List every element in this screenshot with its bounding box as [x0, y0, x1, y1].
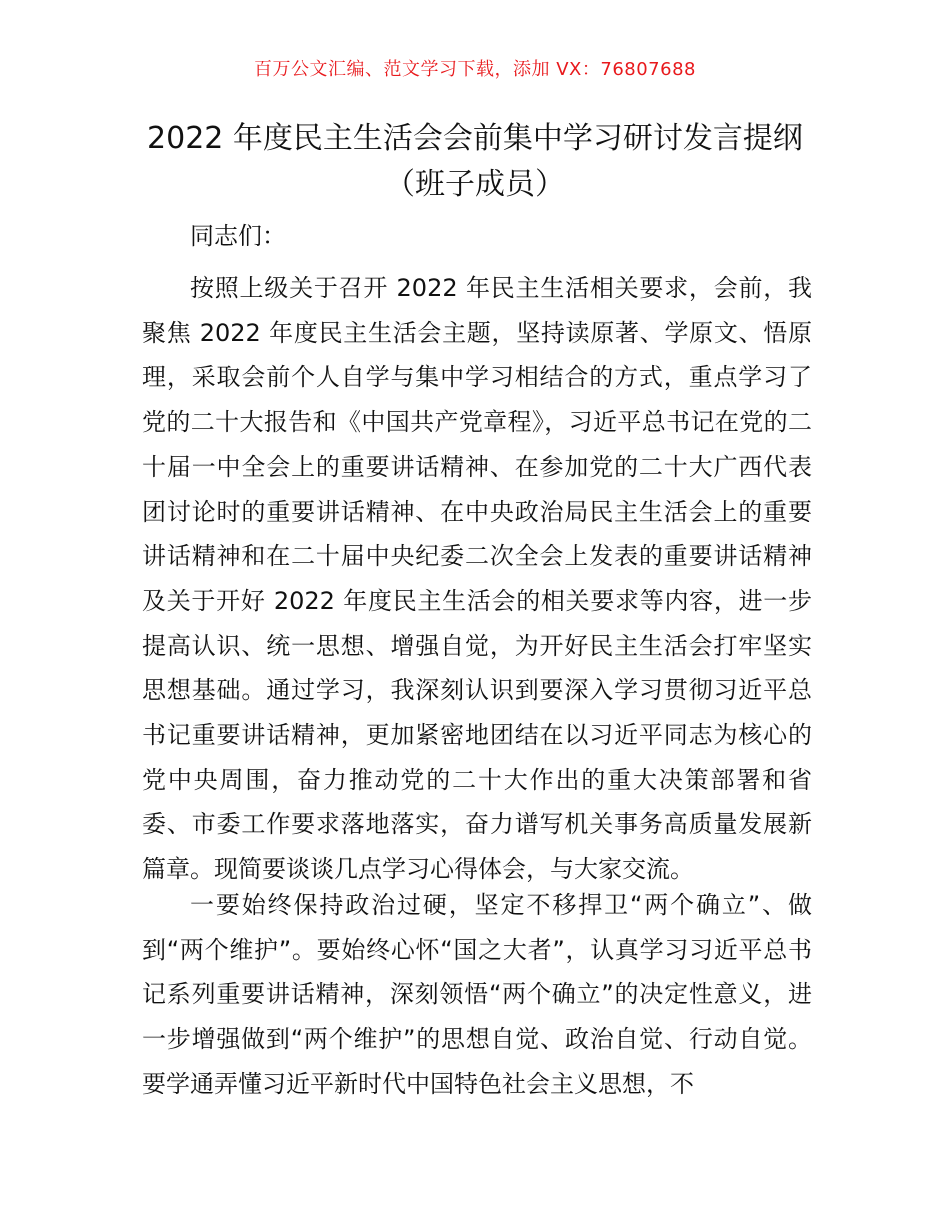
header-download-note: 百万公文汇编、范文学习下载，添加 VX：76807688: [254, 59, 696, 80]
document-title: 2022 年度民主生活会会前集中学习研讨发言提纲（班子成员）: [147, 121, 803, 202]
paragraph-point-one: 一要始终保持政治过硬，坚定不移捍卫“两个确立”、做到“两个维护”。要始终心怀“国之大者”，认真学习习近平总书记系列重要讲话精神，深刻领悟“两个确立”的决定性意义，进一步增强做到“两个维护”的思想自觉、政治自觉、行动自觉。要学通弄懂习近平新时代中国特色社会主义思想，不: [142, 891, 812, 1098]
greeting: 同志们：: [190, 222, 286, 250]
paragraph-intro: 按照上级关于召开 2022 年民主生活相关要求，会前，我聚焦 2022 年度民主生活会主题，坚持读原著、学原文、悟原理，采取会前个人自学与集中学习相结合的方式，重点学习了党的二十大报告和《中国共产党章程》，习近平总书记在党的二十届一中全会上的重要讲话精神、在参加党的二十大广西代表团讨论时的重要讲话精神、在中央政治局民主生活会上的重要讲话精神和在二十届中央纪委二次全会上发表的重要讲话精神及关于开好 2022 年度民主生活会的相关要求等内容，进一步提高认识、统一思想、增强自觉，为开好民主生活会打牢坚实思想基础。通过学习，我深刻认识到要深入学习贯彻习近平总书记重要讲话精神，更加紧密地团结在以习近平同志为核心的党中央周围，奋力推动党的二十大作出的重大决策部署和省委、市委工作要求落地落实，奋力谱写机关事务高质量发展新篇章。现简要谈谈几点学习心得体会，与大家交流。: [142, 274, 812, 884]
